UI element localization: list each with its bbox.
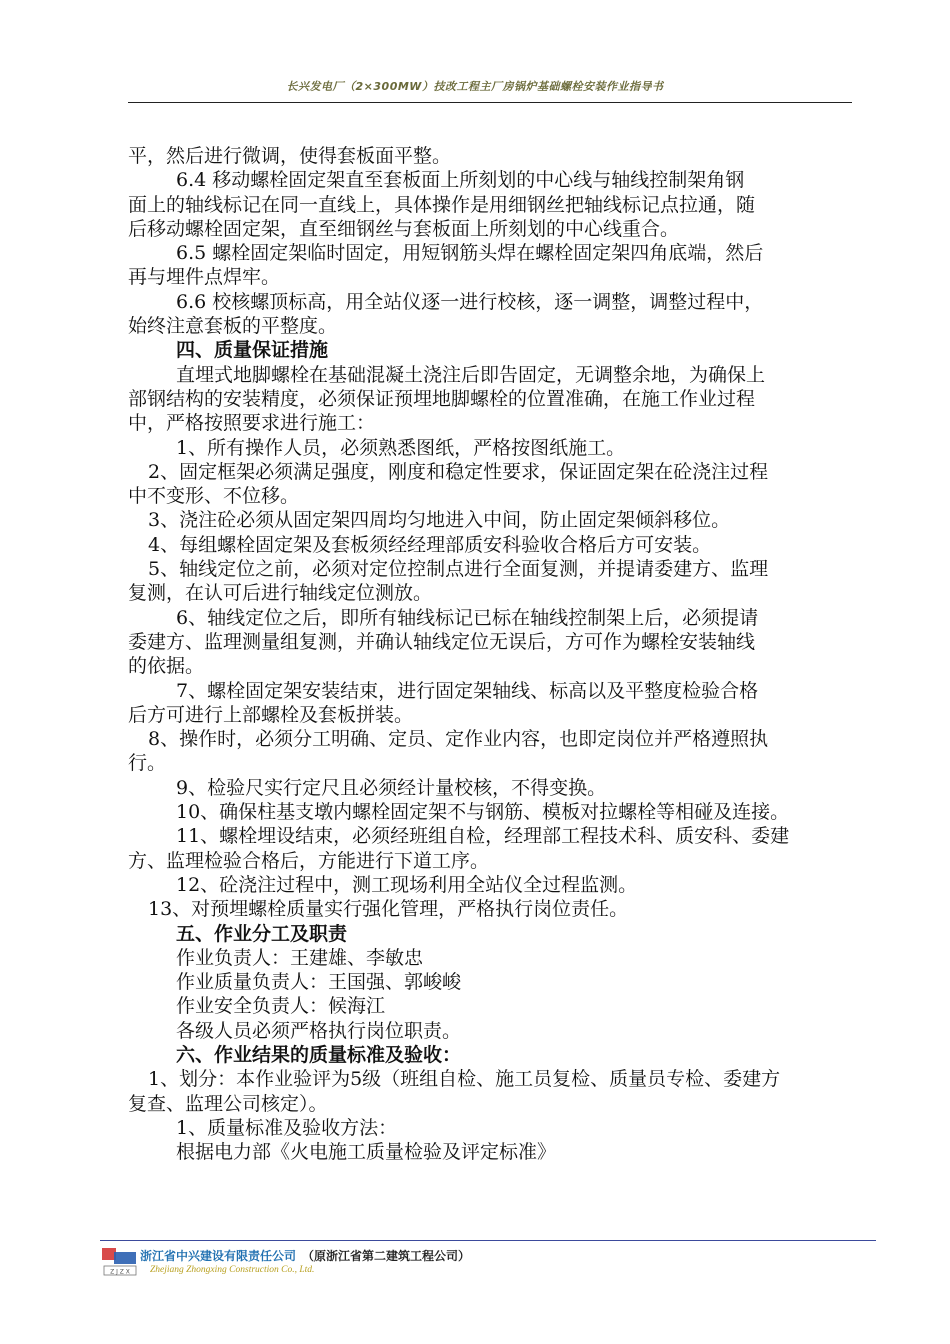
paragraph-line: 12、砼浇注过程中，测工现场利用全站仪全过程监测。 bbox=[176, 873, 638, 896]
paragraph-line: 5、轴线定位之前，必须对定位控制点进行全面复测，并提请委建方、监理 bbox=[148, 558, 769, 581]
paragraph-line: 作业质量负责人：王国强、郭峻峻 bbox=[176, 971, 462, 994]
footer-company-english: Zhejiang Zhongxing Construction Co., Ltd. bbox=[150, 1265, 315, 1275]
footer-company-name: 浙江省中兴建设有限责任公司 bbox=[140, 1249, 297, 1263]
paragraph-line: 方、监理检验合格后，方能进行下道工序。 bbox=[128, 849, 490, 872]
paragraph-line: 作业负责人：王建雄、李敏忠 bbox=[176, 946, 424, 969]
footer-company-former-name: （原浙江省第二建筑工程公司） bbox=[302, 1249, 471, 1263]
paragraph-line: 7、螺栓固定架安装结束，进行固定架轴线、标高以及平整度检验合格 bbox=[176, 679, 759, 702]
paragraph-line: 6.4 移动螺栓固定架直至套板面上所刻划的中心线与轴线控制架角钢 bbox=[176, 169, 745, 192]
paragraph-line: 2、固定框架必须满足强度，刚度和稳定性要求，保证固定架在砼浇注过程 bbox=[148, 460, 769, 483]
logo-lettering: Z J Z X bbox=[110, 1268, 130, 1276]
document-header-title: 长兴发电厂（2×300MW）技改工程主厂房锅炉基础螺栓安装作业指导书 bbox=[286, 80, 664, 93]
paragraph-line: 10、确保柱基支墩内螺栓固定架不与钢筋、模板对拉螺栓等相碰及连接。 bbox=[176, 801, 790, 824]
paragraph-line: 复查、监理公司核定）。 bbox=[128, 1092, 328, 1115]
document-body bbox=[128, 144, 868, 1164]
paragraph-line: 行。 bbox=[128, 752, 167, 775]
paragraph-line: 复测，在认可后进行轴线定位测放。 bbox=[128, 582, 433, 605]
section-heading: 五、作业分工及职责 bbox=[176, 922, 348, 945]
paragraph-line: 1、划分：本作业验评为5级（班组自检、施工员复检、质量员专检、委建方 bbox=[148, 1068, 781, 1091]
paragraph-line: 后移动螺栓固定架，直至细钢丝与套板面上所刻划的中心线重合。 bbox=[128, 217, 680, 240]
paragraph-line: 后方可进行上部螺栓及套板拼装。 bbox=[128, 703, 414, 726]
paragraph-line: 11、螺栓埋设结束，必须经班组自检，经理部工程技术科、质安科、委建 bbox=[176, 825, 790, 848]
paragraph-line: 1、所有操作人员，必须熟悉图纸，严格按图纸施工。 bbox=[176, 436, 626, 459]
paragraph-line: 的依据。 bbox=[128, 655, 205, 678]
paragraph-line: 根据电力部《火电施工质量检验及评定标准》 bbox=[176, 1141, 557, 1164]
paragraph-line: 各级人员必须严格执行岗位职责。 bbox=[176, 1019, 462, 1042]
paragraph-line: 中，严格按照要求进行施工： bbox=[128, 412, 376, 435]
paragraph-line: 部钢结构的安装精度，必须保证预埋地脚螺栓的位置准确，在施工作业过程 bbox=[128, 387, 756, 410]
paragraph-line: 6.5 螺栓固定架临时固定，用短钢筋头焊在螺栓固定架四角底端，然后 bbox=[176, 242, 764, 265]
paragraph-line: 6.6 校核螺顶标高，用全站仪逐一进行校核，逐一调整，调整过程中， bbox=[176, 290, 764, 313]
paragraph-line: 3、浇注砼必须从固定架四周均匀地进入中间，防止固定架倾斜移位。 bbox=[148, 509, 731, 532]
footer-divider bbox=[100, 1240, 876, 1241]
paragraph-line: 1、质量标准及验收方法： bbox=[176, 1116, 398, 1139]
paragraph-line: 面上的轴线标记在同一直线上，具体操作是用细钢丝把轴线标记点拉通，随 bbox=[128, 193, 756, 216]
paragraph-line: 平，然后进行微调，使得套板面平整。 bbox=[128, 145, 452, 167]
header-divider bbox=[128, 102, 852, 103]
paragraph-line: 中不变形、不位移。 bbox=[128, 485, 300, 508]
section-heading: 六、作业结果的质量标准及验收： bbox=[176, 1043, 462, 1066]
paragraph-line: 4、每组螺栓固定架及套板须经经理部质安科验收合格后方可安装。 bbox=[148, 533, 712, 556]
paragraph-line: 9、检验尺实行定尺且必须经计量校核，不得变换。 bbox=[176, 776, 607, 799]
paragraph-line: 委建方、监理测量组复测，并确认轴线定位无误后，方可作为螺栓安装轴线 bbox=[128, 630, 756, 653]
footer-company bbox=[140, 1247, 470, 1264]
paragraph-line: 始终注意套板的平整度。 bbox=[128, 315, 338, 338]
section-heading: 四、质量保证措施 bbox=[176, 339, 329, 362]
paragraph-line: 作业安全负责人：候海江 bbox=[176, 995, 386, 1018]
paragraph-line: 再与埋件点焊牢。 bbox=[128, 266, 281, 289]
paragraph-line: 13、对预埋螺栓质量实行强化管理，严格执行岗位责任。 bbox=[148, 898, 629, 921]
paragraph-line: 直埋式地脚螺栓在基础混凝土浇注后即告固定，无调整余地，为确保上 bbox=[176, 363, 766, 386]
paragraph-line: 8、操作时，必须分工明确、定员、定作业内容，也即定岗位并严格遵照执 bbox=[148, 728, 769, 751]
company-logo-icon bbox=[100, 1246, 140, 1280]
paragraph-line: 6、轴线定位之后，即所有轴线标记已标在轴线控制架上后，必须提请 bbox=[176, 606, 759, 629]
